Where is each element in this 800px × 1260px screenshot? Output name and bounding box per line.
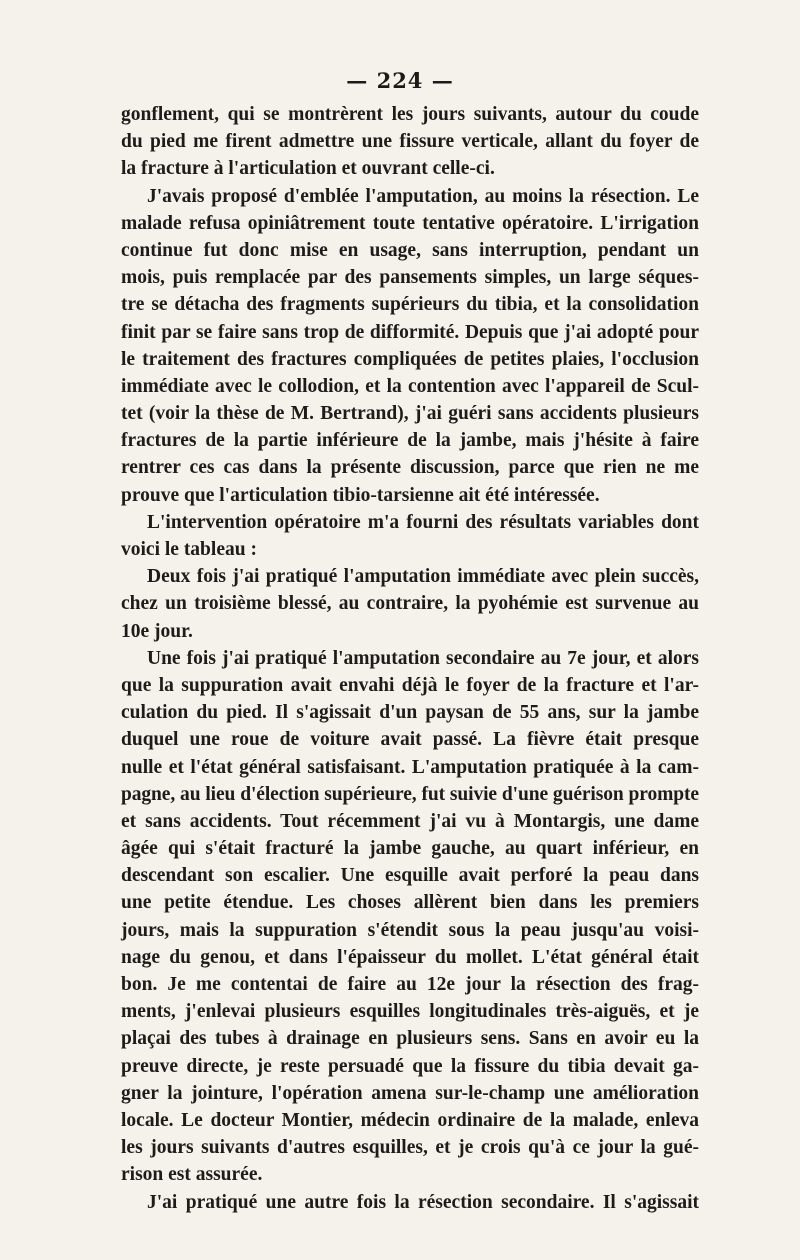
text-line: continue fut donc mise en usage, sans interruption, pendant un xyxy=(121,239,699,261)
text-line: âgée qui s'était fracturé la jambe gauche, au quart inférieur, en xyxy=(121,838,699,860)
text-line: Une fois j'ai pratiqué l'amputation secondaire au 7e jour, et alors xyxy=(147,647,699,669)
text-line: descendant son escalier. Une esquille avait perforé la peau dans xyxy=(121,865,699,887)
page-number: — 224 — xyxy=(346,68,454,93)
text-line: preuve directe, je reste persuadé que la fissure du tibia devait ga- xyxy=(121,1055,699,1077)
text-line: bon. Je me contentai de faire au 12e jour la résection des frag- xyxy=(121,974,699,995)
text-line: et sans accidents. Tout récemment j'ai vu à Montargis, une dame xyxy=(121,810,699,832)
text-line: le traitement des fractures compliquées de petites plaies, l'occlusion xyxy=(121,348,699,370)
text-line: que la suppuration avait envahi déjà le foyer de la fracture et l'ar- xyxy=(121,674,699,696)
text-line: fractures de la partie inférieure de la jambe, mais j'hésite à faire xyxy=(121,430,699,452)
text-line: nage du genou, et dans l'épaisseur du mollet. L'état général était xyxy=(121,946,699,968)
text-line: chez un troisième blessé, au contraire, la pyohémie est survenue au xyxy=(121,593,699,615)
text-line: mois, puis remplacée par des pansements simples, un large séques- xyxy=(121,267,699,289)
text-line: tet (voir la thèse de M. Bertrand), j'ai guéri sans accidents plusieurs xyxy=(121,403,699,425)
text-line: rison est assurée. xyxy=(121,1164,263,1186)
text-line: duquel une roue de voiture avait passé. La fièvre était presque xyxy=(121,729,699,751)
text-line: jours, mais la suppuration s'étendit sous la peau jusqu'au voisi- xyxy=(121,919,699,941)
text-line: J'avais proposé d'emblée l'amputation, au moins la résection. Le xyxy=(147,185,699,207)
text-line: ments, j'enlevai plusieurs esquilles longitudinales très-aiguës, et je xyxy=(121,1001,699,1023)
text-line: culation du pied. Il s'agissait d'un paysan de 55 ans, sur la jambe xyxy=(121,702,699,724)
text-line: L'intervention opératoire m'a fourni des résultats variables dont xyxy=(147,511,699,533)
text-line: la fracture à l'articulation et ouvrant celle-ci. xyxy=(121,158,495,180)
text-line: immédiate avec le collodion, et la contention avec l'appareil de Scul- xyxy=(121,375,699,397)
text-line: finit par se faire sans trop de difformité. Depuis que j'ai adopté pour xyxy=(121,321,699,343)
text-line: 10e jour. xyxy=(121,620,193,642)
text-line: tre se détacha des fragments supérieurs du tibia, et la consolidation xyxy=(121,294,699,316)
text-line: nulle et l'état général satisfaisant. L'amputation pratiquée à la cam- xyxy=(121,756,699,778)
text-line: J'ai pratiqué une autre fois la résection secondaire. Il s'agissait xyxy=(147,1191,699,1213)
text-line: les jours suivants d'autres esquilles, et je crois qu'à ce jour la gué- xyxy=(121,1137,699,1159)
text-line: prouve que l'articulation tibio-tarsienne ait été intéressée. xyxy=(121,484,600,506)
text-line: gner la jointure, l'opération amena sur-le-champ une amélioration xyxy=(121,1082,699,1104)
text-line: du pied me firent admettre une fissure verticale, allant du foyer de xyxy=(121,131,699,153)
text-line: Deux fois j'ai pratiqué l'amputation immédiate avec plein succès, xyxy=(147,566,699,588)
text-line: pagne, au lieu d'élection supérieure, fut suivie d'une guérison prompte xyxy=(121,783,699,805)
body-text xyxy=(121,101,699,1216)
text-line: voici le tableau : xyxy=(121,539,257,560)
text-line: plaçai des tubes à drainage en plusieurs sens. Sans en avoir eu la xyxy=(121,1028,699,1050)
text-line: une petite étendue. Les choses allèrent bien dans les premiers xyxy=(121,892,699,914)
text-line: locale. Le docteur Montier, médecin ordinaire de la malade, enleva xyxy=(121,1109,699,1131)
text-line: malade refusa opiniâtrement toute tentative opératoire. L'irrigation xyxy=(121,212,699,234)
text-line: rentrer ces cas dans la présente discussion, parce que rien ne me xyxy=(121,457,699,479)
text-line: gonflement, qui se montrèrent les jours suivants, autour du coude xyxy=(121,104,699,125)
